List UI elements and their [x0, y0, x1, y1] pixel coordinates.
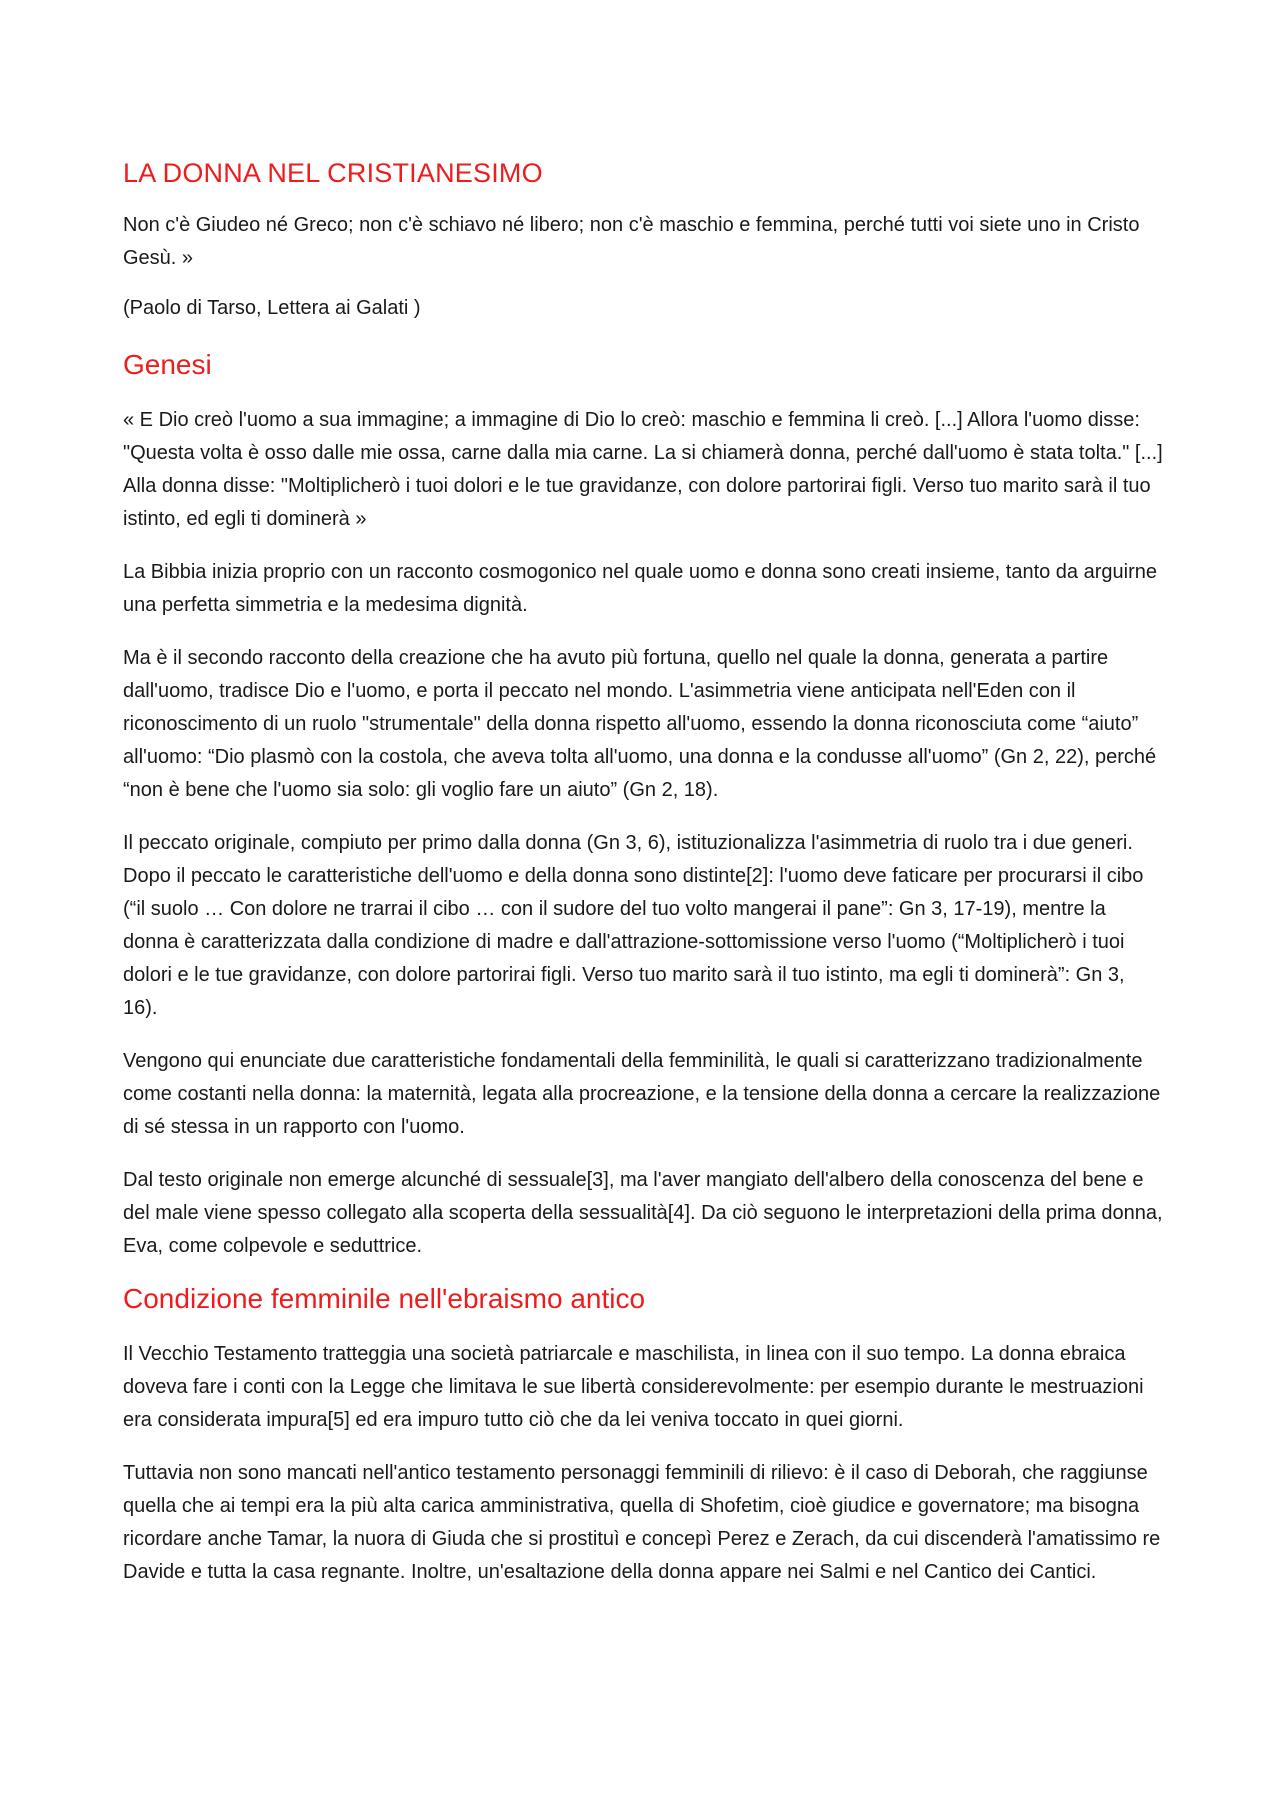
- paragraph: Il Vecchio Testamento tratteggia una società patriarcale e maschilista, in linea con il suo tempo. La donna ebraica doveva fare i conti con la Legge che limitava le sue libertà considerevolmente: per esempio durante le mestruazioni era considerata impura[5] ed era impuro tutto ciò che da lei veniva toccato in quei giorni.: [123, 1343, 1144, 1432]
- document-title: LA DONNA NEL CRISTIANESIMO: [123, 158, 543, 188]
- epigraph-source: (Paolo di Tarso, Lettera ai Galati ): [123, 297, 421, 320]
- section-ebraismo-antico: [123, 1283, 1163, 1589]
- paragraph: « E Dio creò l'uomo a sua immagine; a immagine di Dio lo creò: maschio e femmina li creò. [...] Allora l'uomo disse: "Questa volta è osso dalle mie ossa, carne dalla mia carne. La si chiamerà donna, perché dall'uomo è stata tolta." [...] Alla donna disse: "Moltiplicherò i tuoi dolori e le tue gravidanze, con dolore partorirai figli. Verso tuo marito sarà il tuo istinto, ed egli ti dominerà »: [123, 409, 1163, 531]
- section-heading: Genesi: [123, 349, 212, 381]
- paragraph: Ma è il secondo racconto della creazione che ha avuto più fortuna, quello nel quale la donna, generata a partire dall'uomo, tradisce Dio e l'uomo, e porta il peccato nel mondo. L'asimmetria viene anticipata nell'Eden con il riconoscimento di un ruolo "strumentale" della donna rispetto all'uomo, essendo la donna riconosciuta come “aiuto” all'uomo: “Dio plasmò con la costola, che aveva tolta all'uomo, una donna e la condusse all'uomo” (Gn 2, 22), perché “non è bene che l'uomo sia solo: gli voglio fare un aiuto” (Gn 2, 18).: [123, 647, 1157, 802]
- epigraph-quote: Non c'è Giudeo né Greco; non c'è schiavo né libero; non c'è maschio e femmina, perché tutti voi siete uno in Cristo Gesù. »: [123, 214, 1140, 270]
- paragraph: Tuttavia non sono mancati nell'antico testamento personaggi femminili di rilievo: è il caso di Deborah, che raggiunse quella che ai tempi era la più alta carica amministrativa, quella di Shofetim, cioè giudice e governatore; ma bisogna ricordare anche Tamar, la nuora di Giuda che si prostituì e concepì Perez e Zerach, da cui discenderà l'amatissimo re Davide e tutta la casa regnante. Inoltre, un'esaltazione della donna appare nei Salmi e nel Cantico dei Cantici.: [123, 1462, 1161, 1584]
- section-heading: Condizione femminile nell'ebraismo antico: [123, 1283, 646, 1315]
- paragraph: Dal testo originale non emerge alcunché di sessuale[3], ma l'aver mangiato dell'albero della conoscenza del bene e del male viene spesso collegato alla scoperta della sessualità[4]. Da ciò seguono le interpretazioni della prima donna, Eva, come colpevole e seduttrice.: [123, 1169, 1163, 1258]
- section-genesi: [123, 349, 1163, 1263]
- paragraph: Vengono qui enunciate due caratteristiche fondamentali della femminilità, le quali si caratterizzano tradizionalmente come costanti nella donna: la maternità, legata alla procreazione, e la tensione della donna a cercare la realizzazione di sé stessa in un rapporto con l'uomo.: [123, 1050, 1161, 1139]
- paragraph: La Bibbia inizia proprio con un racconto cosmogonico nel quale uomo e donna sono creati insieme, tanto da arguirne una perfetta simmetria e la medesima dignità.: [123, 561, 1157, 617]
- paragraph: Il peccato originale, compiuto per primo dalla donna (Gn 3, 6), istituzionalizza l'asimmetria di ruolo tra i due generi. Dopo il peccato le caratteristiche dell'uomo e della donna sono distinte[2]: l'uomo deve faticare per procurarsi il cibo (“il suolo … Con dolore ne trarrai il cibo … con il sudore del tuo volto mangerai il pane”: Gn 3, 17-19), mentre la donna è caratterizzata dalla condizione di madre e dall'attrazione-sottomissione verso l'uomo (“Moltiplicherò i tuoi dolori e le tue gravidanze, con dolore partorirai figli. Verso tuo marito sarà il tuo istinto, ma egli ti dominerà”: Gn 3, 16).: [123, 832, 1144, 1020]
- document-page: [123, 150, 1163, 1609]
